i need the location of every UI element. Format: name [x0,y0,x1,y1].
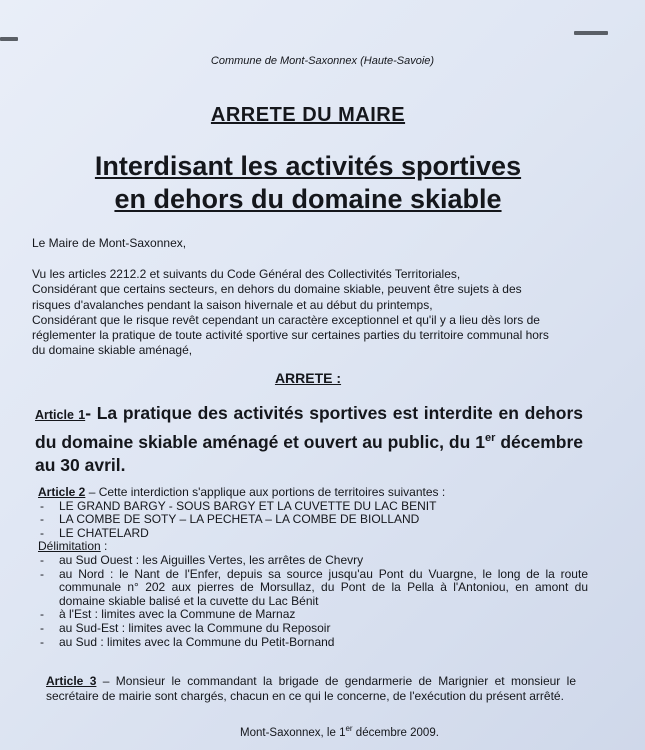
preamble-line: Considérant que certains secteurs, en dehors du domaine skiable, peuvent être sujets à des [32,282,522,297]
delimitation-colon: : [100,539,108,554]
delimitation-heading [38,540,588,554]
commune-header: Commune de Mont-Saxonnex (Haute-Savoie) [210,55,435,67]
limit-item: - au Sud Ouest : les Aiguilles Vertes, les arrêtes de Chevry [38,554,588,568]
limit-item: - au Sud : limites avec la Commune du Petit-Bornand [38,636,588,650]
preamble-line: Vu les articles 2212.2 et suivants du Code Général des Collectivités Territoriales, [32,267,461,281]
date-sup: er [345,724,353,733]
limit-item: - au Nord : le Nant de l'Enfer, depuis sa source jusqu'au Pont du Vuargne, le long de la route communale n° 202 aux pierres de Morsullaz, du Pont de la Pella à l'Antoniou, en amont du domaine skiable balisé et la cuvette du Lac Bénit [38,568,588,609]
article-1-label: Article 1 [35,408,86,422]
article-2-text: – Cette interdiction s'applique aux portions de territoires suivantes : [85,485,446,499]
article-3-text: – Monsieur le commandant la brigade de gendarmerie de Marignier et monsieur le secrétaire de mairie sont chargés, chacun en ce qui le concerne, de l'exécution du présent arrêté. [46,674,577,703]
limit-item: - à l'Est : limites avec la Commune de Marnaz [38,608,588,622]
article-3-label: Article 3 [46,674,97,688]
arrete-heading: ARRETE : [274,370,342,386]
article-1-sup: er [484,432,496,444]
article-2-label: Article 2 [38,485,86,499]
subtitle-line-2: en dehors du domaine skiable [114,184,502,214]
article-1-text: - La pratique des activités sportives est interdite en dehors du domaine skiable aménagé et ouvert au public, du 1 [35,403,583,452]
preamble-line: risques d'avalanches pendant la saison hivernale et au début du printemps, [32,297,433,312]
article-1 [35,402,583,477]
article-2-intro [38,486,588,500]
preamble-line: Considérant que le risque revêt cependant un caractère exceptionnel et qu'il y a lieu dès lors de [32,312,540,327]
article-1-text-end: décembre au 30 avril. [35,431,583,475]
preamble-intro: Le Maire de Mont-Saxonnex, [32,236,187,250]
article-3 [46,674,576,703]
signature-date [240,724,439,739]
zone-list [38,500,588,541]
subtitle-line-1: Interdisant les activités sportives [94,151,522,181]
preamble-text [32,267,592,359]
zone-item: - LE CHATELARD [38,527,588,541]
article-2 [38,486,588,649]
preamble-line: réglementer la pratique de toute activité sportive sur certaines parties du territoire communal hors [32,328,549,343]
zone-item: - LA COMBE DE SOTY – LA PECHETA – LA COMBE DE BIOLLAND [38,513,588,527]
preamble-line: du domaine skiable aménagé, [32,343,193,358]
zone-item: - LE GRAND BARGY - SOUS BARGY ET LA CUVETTE DU LAC BENIT [38,500,588,514]
document-subtitle [0,150,616,216]
delimitation-label: Délimitation [38,539,101,554]
page-title: ARRETE DU MAIRE [210,104,406,126]
limit-item: - au Sud-Est : limites avec la Commune du Reposoir [38,622,588,636]
date-text: Mont-Saxonnex, le 1 [240,726,346,739]
date-text-end: décembre 2009. [352,726,439,739]
limit-list [38,554,588,649]
